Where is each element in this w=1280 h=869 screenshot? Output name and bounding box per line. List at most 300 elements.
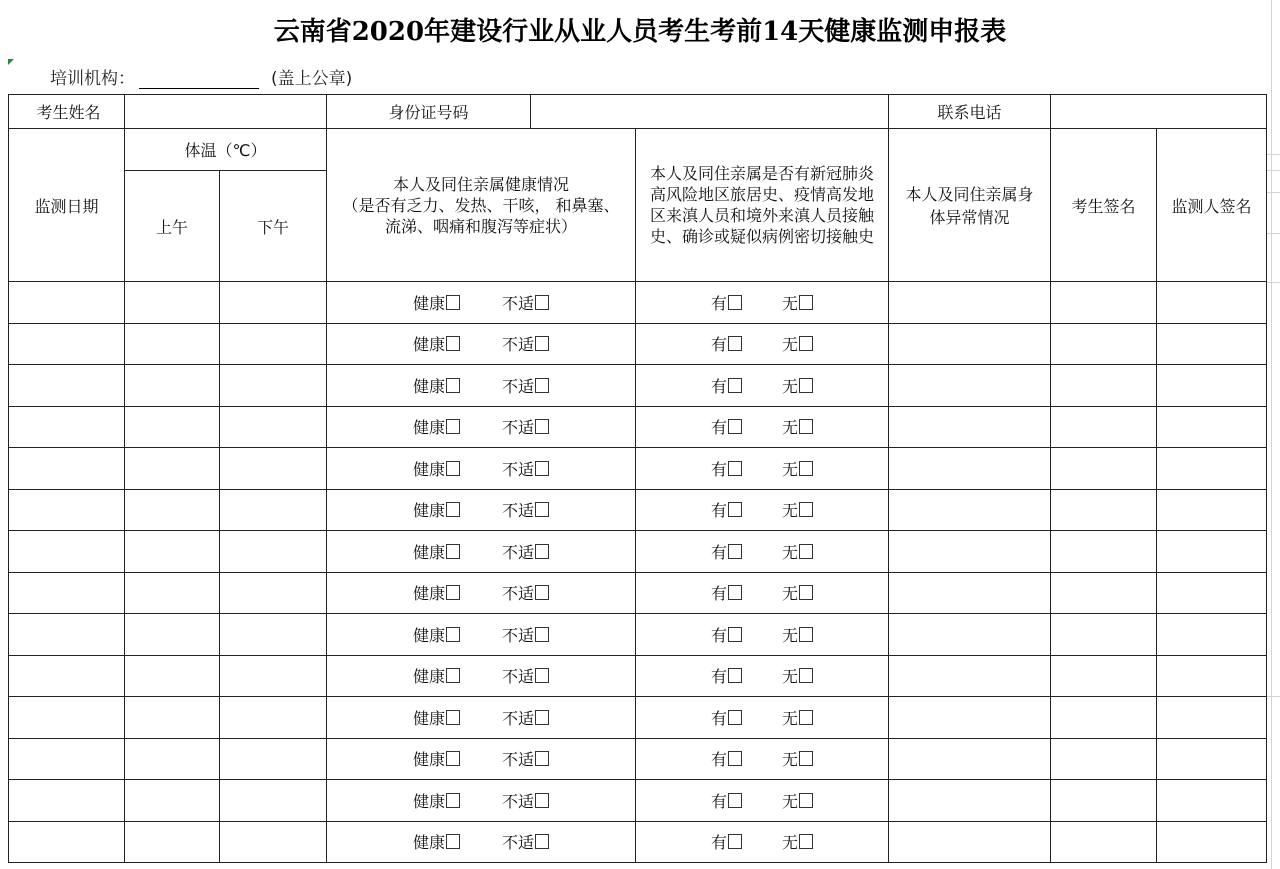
date-cell[interactable] xyxy=(9,489,125,531)
unwell-option[interactable] xyxy=(502,374,549,397)
checkbox-icon[interactable] xyxy=(728,544,742,559)
healthy-option[interactable] xyxy=(413,623,460,646)
afternoon-temp-cell[interactable] xyxy=(220,655,327,697)
table-row xyxy=(9,614,1267,656)
unwell-label: 不适 xyxy=(502,418,535,438)
date-cell[interactable] xyxy=(9,655,125,697)
morning-temp-cell[interactable] xyxy=(125,614,220,656)
monitor-sign-cell[interactable] xyxy=(1157,614,1267,656)
checkbox-icon[interactable] xyxy=(728,419,742,434)
unwell-label: 不适 xyxy=(502,625,535,645)
checkbox-icon[interactable] xyxy=(535,378,549,393)
candidate-sign-cell[interactable] xyxy=(1051,448,1157,490)
health-option-cell xyxy=(327,780,636,822)
unwell-option[interactable] xyxy=(502,706,549,729)
unwell-label: 不适 xyxy=(502,459,535,479)
checkbox-icon[interactable] xyxy=(799,834,813,849)
checkbox-icon[interactable] xyxy=(799,419,813,434)
travel-option-cell xyxy=(636,448,889,490)
checkbox-icon[interactable] xyxy=(535,834,549,849)
checkbox-icon[interactable] xyxy=(728,502,742,517)
no-label: 无 xyxy=(782,335,799,355)
afternoon-temp-cell[interactable] xyxy=(220,738,327,780)
yes-label: 有 xyxy=(710,376,727,396)
checkbox-icon[interactable] xyxy=(799,710,813,725)
checkbox-icon[interactable] xyxy=(535,544,549,559)
travel-option-cell xyxy=(636,365,889,407)
checkbox-icon[interactable] xyxy=(799,544,813,559)
morning-temp-cell[interactable] xyxy=(125,323,220,365)
no-option[interactable] xyxy=(782,747,813,770)
afternoon-header: 下午 xyxy=(220,171,327,282)
abnormal-cell[interactable] xyxy=(889,614,1051,656)
healthy-option[interactable] xyxy=(413,540,460,563)
no-label: 无 xyxy=(782,708,799,728)
checkbox-icon[interactable] xyxy=(446,834,460,849)
morning-temp-cell[interactable] xyxy=(125,365,220,407)
healthy-option[interactable] xyxy=(413,664,460,687)
yes-label: 有 xyxy=(710,293,727,313)
date-cell[interactable] xyxy=(9,531,125,573)
yes-option[interactable] xyxy=(711,332,742,355)
travel-header-line: 区来滇人员和境外来滇人员接触 xyxy=(649,206,874,225)
sheet-gridline xyxy=(1266,282,1280,283)
checkbox-icon[interactable] xyxy=(728,461,742,476)
checkbox-icon[interactable] xyxy=(446,751,460,766)
yes-option[interactable] xyxy=(711,415,742,438)
checkbox-icon[interactable] xyxy=(799,793,813,808)
checkbox-icon[interactable] xyxy=(535,668,549,683)
checkbox-icon[interactable] xyxy=(728,585,742,600)
health-header-line: 流涕、咽痛和腹泻等症状） xyxy=(384,216,577,236)
abnormal-cell[interactable] xyxy=(889,572,1051,614)
no-option[interactable] xyxy=(782,706,813,729)
no-label: 无 xyxy=(782,501,799,521)
checkbox-icon[interactable] xyxy=(535,336,549,351)
yes-option[interactable] xyxy=(711,540,742,563)
checkbox-icon[interactable] xyxy=(535,502,549,517)
monitor-sign-cell[interactable] xyxy=(1157,323,1267,365)
afternoon-temp-cell[interactable] xyxy=(220,365,327,407)
health-option-cell xyxy=(327,697,636,739)
afternoon-temp-cell[interactable] xyxy=(220,614,327,656)
checkbox-icon[interactable] xyxy=(799,585,813,600)
checkbox-icon[interactable] xyxy=(446,585,460,600)
checkbox-icon[interactable] xyxy=(728,710,742,725)
checkbox-icon[interactable] xyxy=(728,751,742,766)
date-cell[interactable] xyxy=(9,365,125,407)
no-option[interactable] xyxy=(782,457,813,480)
form-title: 云南省2020年建设行业从业人员考生考前14天健康监测申报表 xyxy=(273,17,1007,47)
healthy-option[interactable] xyxy=(413,415,460,438)
travel-option-cell xyxy=(636,697,889,739)
checkbox-icon[interactable] xyxy=(799,378,813,393)
abnormal-cell[interactable] xyxy=(889,780,1051,822)
unwell-option[interactable] xyxy=(502,291,549,314)
sheet-gridline xyxy=(1266,154,1280,155)
candidate-sign-cell[interactable] xyxy=(1051,406,1157,448)
yes-option[interactable] xyxy=(711,498,742,521)
yes-label: 有 xyxy=(710,459,727,479)
checkbox-icon[interactable] xyxy=(446,336,460,351)
checkbox-icon[interactable] xyxy=(728,627,742,642)
sheet-gridline xyxy=(1266,696,1280,697)
table-row xyxy=(9,323,1267,365)
no-option[interactable] xyxy=(782,581,813,604)
candidate-sign-cell[interactable] xyxy=(1051,780,1157,822)
travel-header xyxy=(636,129,889,282)
monitor-sign-cell[interactable] xyxy=(1157,531,1267,573)
sheet-gridline xyxy=(1266,233,1280,234)
monitor-sign-cell[interactable] xyxy=(1157,780,1267,822)
unwell-label: 不适 xyxy=(502,750,535,770)
healthy-option[interactable] xyxy=(413,457,460,480)
checkbox-icon[interactable] xyxy=(799,502,813,517)
healthy-label: 健康 xyxy=(412,501,445,521)
checkbox-icon[interactable] xyxy=(446,295,460,310)
healthy-option[interactable] xyxy=(413,747,460,770)
unwell-label: 不适 xyxy=(502,501,535,521)
no-option[interactable] xyxy=(782,498,813,521)
unwell-option[interactable] xyxy=(502,789,549,812)
checkbox-icon[interactable] xyxy=(446,502,460,517)
monitor-sign-cell[interactable] xyxy=(1157,282,1267,324)
unwell-option[interactable] xyxy=(502,581,549,604)
yes-label: 有 xyxy=(710,542,727,562)
checkbox-icon[interactable] xyxy=(446,627,460,642)
travel-option-cell xyxy=(636,572,889,614)
yes-label: 有 xyxy=(710,335,727,355)
no-label: 无 xyxy=(782,791,799,811)
abnormal-cell[interactable] xyxy=(889,406,1051,448)
travel-option-cell xyxy=(636,821,889,863)
afternoon-temp-cell[interactable] xyxy=(220,448,327,490)
checkbox-icon[interactable] xyxy=(535,793,549,808)
morning-temp-cell[interactable] xyxy=(125,448,220,490)
healthy-label: 健康 xyxy=(412,542,445,562)
health-header-line: 本人及同住亲属健康情况 xyxy=(392,174,569,194)
no-label: 无 xyxy=(782,667,799,687)
health-option-cell xyxy=(327,448,636,490)
checkbox-icon[interactable] xyxy=(535,627,549,642)
monitor-sign-cell[interactable] xyxy=(1157,365,1267,407)
yes-label: 有 xyxy=(710,625,727,645)
candidate-info-row xyxy=(9,95,1267,129)
candidate-sign-cell[interactable] xyxy=(1051,282,1157,324)
date-cell[interactable] xyxy=(9,572,125,614)
afternoon-temp-cell[interactable] xyxy=(220,572,327,614)
org-blank-field[interactable] xyxy=(139,70,259,89)
monitor-sign-cell[interactable] xyxy=(1157,697,1267,739)
unwell-option[interactable] xyxy=(502,830,549,853)
afternoon-temp-cell[interactable] xyxy=(220,489,327,531)
checkbox-icon[interactable] xyxy=(446,378,460,393)
morning-temp-cell[interactable] xyxy=(125,531,220,573)
unwell-option[interactable] xyxy=(502,457,549,480)
yes-label: 有 xyxy=(710,833,727,853)
name-label: 考生姓名 xyxy=(9,95,125,129)
health-option-cell xyxy=(327,323,636,365)
abnormal-cell[interactable] xyxy=(889,323,1051,365)
table-row xyxy=(9,365,1267,407)
abnormal-header-line: 体异常情况 xyxy=(929,208,1010,227)
checkbox-icon[interactable] xyxy=(728,793,742,808)
yes-label: 有 xyxy=(710,750,727,770)
checkbox-icon[interactable] xyxy=(446,544,460,559)
yes-option[interactable] xyxy=(711,747,742,770)
abnormal-header xyxy=(889,129,1051,282)
sheet-gridline xyxy=(1266,192,1280,193)
travel-option-cell xyxy=(636,282,889,324)
yes-label: 有 xyxy=(710,708,727,728)
checkbox-icon[interactable] xyxy=(799,751,813,766)
unwell-option[interactable] xyxy=(502,332,549,355)
checkbox-icon[interactable] xyxy=(728,834,742,849)
header-row-1 xyxy=(9,129,1267,171)
healthy-option[interactable] xyxy=(413,291,460,314)
monitor-sign-cell[interactable] xyxy=(1157,572,1267,614)
checkbox-icon[interactable] xyxy=(535,461,549,476)
unwell-option[interactable] xyxy=(502,747,549,770)
afternoon-temp-cell[interactable] xyxy=(220,821,327,863)
unwell-label: 不适 xyxy=(502,667,535,687)
morning-temp-cell[interactable] xyxy=(125,655,220,697)
candidate-sign-header: 考生签名 xyxy=(1051,129,1157,282)
checkbox-icon[interactable] xyxy=(728,668,742,683)
travel-option-cell xyxy=(636,531,889,573)
date-cell[interactable] xyxy=(9,738,125,780)
date-cell[interactable] xyxy=(9,406,125,448)
id-field[interactable] xyxy=(531,95,889,129)
no-option[interactable] xyxy=(782,374,813,397)
temp-header: 体温（℃） xyxy=(125,129,327,171)
healthy-option[interactable] xyxy=(413,706,460,729)
monitor-sign-header: 监测人签名 xyxy=(1157,129,1267,282)
candidate-sign-cell[interactable] xyxy=(1051,655,1157,697)
unwell-label: 不适 xyxy=(502,708,535,728)
no-option[interactable] xyxy=(782,830,813,853)
candidate-sign-cell[interactable] xyxy=(1051,489,1157,531)
healthy-label: 健康 xyxy=(412,335,445,355)
candidate-sign-cell[interactable] xyxy=(1051,572,1157,614)
abnormal-cell[interactable] xyxy=(889,531,1051,573)
travel-option-cell xyxy=(636,780,889,822)
checkbox-icon[interactable] xyxy=(728,378,742,393)
yes-option[interactable] xyxy=(711,623,742,646)
unwell-label: 不适 xyxy=(502,293,535,313)
monitor-sign-cell[interactable] xyxy=(1157,821,1267,863)
checkbox-icon[interactable] xyxy=(446,668,460,683)
yes-option[interactable] xyxy=(711,374,742,397)
yes-label: 有 xyxy=(710,667,727,687)
travel-option-cell xyxy=(636,655,889,697)
monitor-sign-cell[interactable] xyxy=(1157,406,1267,448)
yes-option[interactable] xyxy=(711,291,742,314)
checkbox-icon[interactable] xyxy=(728,336,742,351)
checkbox-icon[interactable] xyxy=(446,710,460,725)
no-label: 无 xyxy=(782,293,799,313)
phone-label: 联系电话 xyxy=(889,95,1051,129)
candidate-sign-cell[interactable] xyxy=(1051,614,1157,656)
no-label: 无 xyxy=(782,418,799,438)
candidate-sign-cell[interactable] xyxy=(1051,738,1157,780)
healthy-option[interactable] xyxy=(413,830,460,853)
yes-option[interactable] xyxy=(711,457,742,480)
checkbox-icon[interactable] xyxy=(446,419,460,434)
date-cell[interactable] xyxy=(9,780,125,822)
unwell-option[interactable] xyxy=(502,498,549,521)
no-option[interactable] xyxy=(782,332,813,355)
healthy-option[interactable] xyxy=(413,498,460,521)
health-option-cell xyxy=(327,821,636,863)
checkbox-icon[interactable] xyxy=(446,793,460,808)
morning-temp-cell[interactable] xyxy=(125,282,220,324)
travel-header-line: 本人及同住亲属是否有新冠肺炎 xyxy=(649,164,874,183)
checkbox-icon[interactable] xyxy=(535,295,549,310)
morning-temp-cell[interactable] xyxy=(125,406,220,448)
abnormal-cell[interactable] xyxy=(889,655,1051,697)
checkbox-icon[interactable] xyxy=(535,419,549,434)
date-header: 监测日期 xyxy=(9,129,125,282)
checkbox-icon[interactable] xyxy=(799,627,813,642)
afternoon-temp-cell[interactable] xyxy=(220,406,327,448)
abnormal-cell[interactable] xyxy=(889,365,1051,407)
health-option-cell xyxy=(327,365,636,407)
date-cell[interactable] xyxy=(9,821,125,863)
healthy-label: 健康 xyxy=(412,708,445,728)
health-monitoring-table xyxy=(8,94,1267,863)
morning-temp-cell[interactable] xyxy=(125,821,220,863)
yes-label: 有 xyxy=(710,418,727,438)
afternoon-temp-cell[interactable] xyxy=(220,282,327,324)
no-label: 无 xyxy=(782,376,799,396)
yes-option[interactable] xyxy=(711,706,742,729)
cell-comment-marker xyxy=(8,59,14,65)
candidate-sign-cell[interactable] xyxy=(1051,821,1157,863)
yes-label: 有 xyxy=(710,584,727,604)
health-option-cell xyxy=(327,531,636,573)
abnormal-cell[interactable] xyxy=(889,697,1051,739)
name-field[interactable] xyxy=(125,95,327,129)
date-cell[interactable] xyxy=(9,282,125,324)
data-rows xyxy=(9,282,1267,863)
healthy-label: 健康 xyxy=(412,750,445,770)
candidate-sign-cell[interactable] xyxy=(1051,531,1157,573)
healthy-option[interactable] xyxy=(413,581,460,604)
table-row xyxy=(9,448,1267,490)
healthy-label: 健康 xyxy=(412,584,445,604)
table-row xyxy=(9,531,1267,573)
monitor-sign-cell[interactable] xyxy=(1157,448,1267,490)
morning-temp-cell[interactable] xyxy=(125,738,220,780)
no-option[interactable] xyxy=(782,789,813,812)
abnormal-cell[interactable] xyxy=(889,448,1051,490)
morning-temp-cell[interactable] xyxy=(125,697,220,739)
health-option-cell xyxy=(327,282,636,324)
morning-temp-cell[interactable] xyxy=(125,489,220,531)
unwell-option[interactable] xyxy=(502,415,549,438)
unwell-option[interactable] xyxy=(502,623,549,646)
org-row xyxy=(50,64,352,88)
morning-temp-cell[interactable] xyxy=(125,780,220,822)
sheet-gridline xyxy=(1266,170,1280,171)
no-option[interactable] xyxy=(782,664,813,687)
checkbox-icon[interactable] xyxy=(799,336,813,351)
no-label: 无 xyxy=(782,459,799,479)
abnormal-cell[interactable] xyxy=(889,489,1051,531)
candidate-sign-cell[interactable] xyxy=(1051,365,1157,407)
unwell-option[interactable] xyxy=(502,664,549,687)
table-row xyxy=(9,282,1267,324)
yes-label: 有 xyxy=(710,791,727,811)
sheet-gridline xyxy=(1271,0,1272,869)
travel-option-cell xyxy=(636,738,889,780)
date-cell[interactable] xyxy=(9,614,125,656)
checkbox-icon[interactable] xyxy=(799,668,813,683)
unwell-option[interactable] xyxy=(502,540,549,563)
candidate-sign-cell[interactable] xyxy=(1051,697,1157,739)
healthy-option[interactable] xyxy=(413,332,460,355)
monitor-sign-cell[interactable] xyxy=(1157,738,1267,780)
abnormal-header-line: 本人及同住亲属身 xyxy=(905,185,1034,204)
checkbox-icon[interactable] xyxy=(535,585,549,600)
table-row xyxy=(9,655,1267,697)
no-option[interactable] xyxy=(782,415,813,438)
abnormal-cell[interactable] xyxy=(889,282,1051,324)
yes-option[interactable] xyxy=(711,581,742,604)
health-header xyxy=(327,129,636,282)
date-cell[interactable] xyxy=(9,323,125,365)
no-label: 无 xyxy=(782,584,799,604)
healthy-label: 健康 xyxy=(412,625,445,645)
afternoon-temp-cell[interactable] xyxy=(220,323,327,365)
morning-header: 上午 xyxy=(125,171,220,282)
healthy-label: 健康 xyxy=(412,833,445,853)
checkbox-icon[interactable] xyxy=(799,461,813,476)
monitor-sign-cell[interactable] xyxy=(1157,655,1267,697)
healthy-option[interactable] xyxy=(413,374,460,397)
checkbox-icon[interactable] xyxy=(728,295,742,310)
checkbox-icon[interactable] xyxy=(446,461,460,476)
no-option[interactable] xyxy=(782,623,813,646)
travel-option-cell xyxy=(636,489,889,531)
no-option[interactable] xyxy=(782,540,813,563)
healthy-option[interactable] xyxy=(413,789,460,812)
table-row xyxy=(9,738,1267,780)
no-option[interactable] xyxy=(782,291,813,314)
abnormal-cell[interactable] xyxy=(889,738,1051,780)
monitor-sign-cell[interactable] xyxy=(1157,489,1267,531)
yes-option[interactable] xyxy=(711,789,742,812)
checkbox-icon[interactable] xyxy=(535,710,549,725)
checkbox-icon[interactable] xyxy=(799,295,813,310)
afternoon-temp-cell[interactable] xyxy=(220,780,327,822)
travel-option-cell xyxy=(636,323,889,365)
morning-temp-cell[interactable] xyxy=(125,572,220,614)
checkbox-icon[interactable] xyxy=(535,751,549,766)
candidate-sign-cell[interactable] xyxy=(1051,323,1157,365)
yes-option[interactable] xyxy=(711,830,742,853)
healthy-label: 健康 xyxy=(412,459,445,479)
abnormal-cell[interactable] xyxy=(889,821,1051,863)
afternoon-temp-cell[interactable] xyxy=(220,697,327,739)
date-cell[interactable] xyxy=(9,697,125,739)
afternoon-temp-cell[interactable] xyxy=(220,531,327,573)
date-cell[interactable] xyxy=(9,448,125,490)
phone-field[interactable] xyxy=(1051,95,1267,129)
yes-option[interactable] xyxy=(711,664,742,687)
stamp-note: (盖上公章) xyxy=(271,69,353,89)
